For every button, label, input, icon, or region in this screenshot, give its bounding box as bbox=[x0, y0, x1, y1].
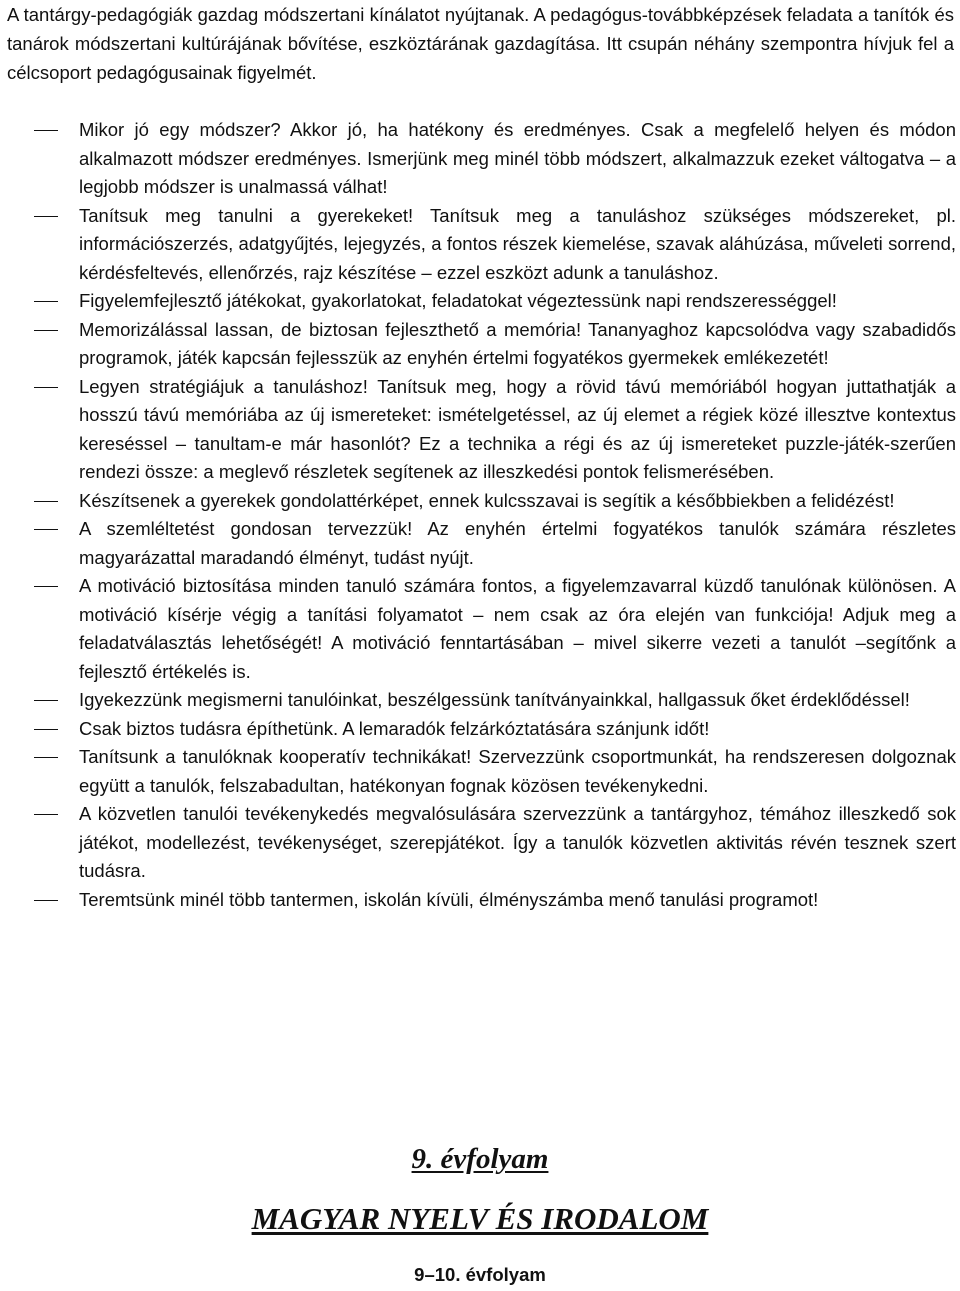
subject-title: MAGYAR NYELV ÉS IRODALOM bbox=[251, 1201, 709, 1236]
list-item-text: A szemléltetést gondosan tervezzük! Az enyhén értelmi fogyatékos tanulók számára részletes magyarázattal maradandó élményt, tudást nyújt. bbox=[79, 518, 956, 568]
list-item bbox=[0, 800, 960, 886]
dash-bullet-icon bbox=[34, 501, 58, 502]
list-item-text: Csak biztos tudásra építhetünk. A lemaradók felzárkóztatására szánjunk időt! bbox=[79, 717, 710, 739]
dash-bullet-icon bbox=[34, 529, 58, 530]
list-item bbox=[0, 202, 960, 288]
list-item bbox=[0, 572, 960, 686]
dash-bullet-icon bbox=[34, 900, 58, 901]
list-item bbox=[0, 715, 960, 744]
list-item-text: A közvetlen tanulói tevékenykedés megvalósulására szervezzünk a tantárgyhoz, témához illeszkedő sok játékot, modellezést, tevékenységet, szerepjátékot. Így a tanulók közvetlen aktivitás révén tesznek szert tudásra. bbox=[79, 803, 956, 881]
list-item-text: A motiváció biztosítása minden tanuló számára fontos, a figyelemzavarral küzdő tanulónak különösen. A motiváció kísérje végig a tanítási folyamatot – nem csak az óra elején van funkciója! Adjuk meg a feladatválasztás lehetőségét! A motiváció fenntartásában – mivel sikerre vezeti a tanulót –segítőnk a fejlesztő értékelés is. bbox=[79, 575, 956, 682]
list-item-text: Memorizálással lassan, de biztosan fejleszthető a memória! Tananyaghoz kapcsolódva vagy szabadidős programok, játék kapcsán fejlesszük az enyhén értelmi fogyatékos gyermekek emlékezetét! bbox=[79, 318, 956, 368]
dash-bullet-icon bbox=[34, 130, 58, 131]
list-item-text: Figyelemfejlesztő játékokat, gyakorlatokat, feladatokat végeztessünk napi rendszerességgel! bbox=[79, 290, 837, 311]
dash-bullet-icon bbox=[34, 387, 58, 388]
list-item-text: Teremtsünk minél több tantermen, iskolán kívüli, élményszámba menő tanulási programot! bbox=[79, 888, 819, 910]
grade-subheading: 9–10. évfolyam bbox=[414, 1264, 546, 1285]
list-item bbox=[0, 116, 960, 202]
list-item bbox=[0, 487, 960, 516]
method-bullet-list bbox=[0, 116, 960, 914]
list-item-text: Mikor jó egy módszer? Akkor jó, ha hatékony és eredményes. Csak a megfelelő helyen és módon alkalmazott módszer eredményes. Ismerjünk meg minél több módszert, alkalmazzuk ezeket váltogatva – a legjobb módszer is unalmassá válhat! bbox=[79, 119, 956, 197]
dash-bullet-icon bbox=[34, 330, 58, 331]
list-item bbox=[0, 515, 960, 572]
dash-bullet-icon bbox=[34, 757, 58, 758]
list-item-text: Készítsenek a gyerekek gondolattérképet, ennek kulcsszavai is segítik a későbbiekben a felidézést! bbox=[79, 489, 895, 511]
list-item bbox=[0, 287, 960, 316]
list-item-text: Legyen stratégiájuk a tanuláshoz! Tanítsuk meg, hogy a rövid távú memóriából hogyan juttathatják a hosszú távú memóriába az új ismereteket: ismételgetéssel, az új elemet a régiek közé illesztve kontextus kereséssel – tanultam-e már hasonlót? Ez a technika a régi és az új ismereteket puzzle-játék-szerűen rendezi össze: a meglevő részletek segítenek az illeszkedési pontok felismerésében. bbox=[79, 375, 956, 482]
dash-bullet-icon bbox=[34, 216, 58, 217]
dash-bullet-icon bbox=[34, 814, 58, 815]
list-item bbox=[0, 373, 960, 487]
dash-bullet-icon bbox=[34, 586, 58, 587]
list-item bbox=[0, 686, 960, 715]
intro-paragraph: A tantárgy-pedagógiák gazdag módszertani kínálatot nyújtanak. A pedagógus-továbbképzések feladata a tanítók és tanárok módszertani kultúrájának bővítése, eszköztárának gazdagítása. Itt csupán néhány szempontra hívjuk fel a célcsoport pedagógusainak figyelmét. bbox=[7, 4, 954, 83]
list-item-text: Igyekezzünk megismerni tanulóinkat, beszélgessünk tanítványainkkal, hallgassuk őket érdeklődéssel! bbox=[79, 689, 910, 710]
list-item bbox=[0, 316, 960, 373]
list-item-text: Tanítsuk meg tanulni a gyerekeket! Tanítsuk meg a tanuláshoz szükséges módszereket, pl. információszerzés, adatgyűjtés, lejegyzés, a fontos részek kiemelése, szavak aláhúzása, műveleti sorrend, kérdésfeltevés, ellenőrzés, rajz készítése – ezzel eszközt adunk a tanuláshoz. bbox=[79, 204, 956, 283]
list-item-text: Tanítsunk a tanulóknak kooperatív technikákat! Szervezzünk csoportmunkát, ha rendszeresen dolgoznak együtt a tanulók, felszabadultan, hatékonyan fognak közösen tevékenykedni. bbox=[79, 746, 956, 796]
dash-bullet-icon bbox=[34, 729, 58, 730]
dash-bullet-icon bbox=[34, 700, 58, 701]
list-item bbox=[0, 886, 960, 915]
section-heading-year: 9. évfolyam bbox=[411, 1143, 549, 1175]
list-item bbox=[0, 743, 960, 800]
dash-bullet-icon bbox=[34, 301, 58, 302]
